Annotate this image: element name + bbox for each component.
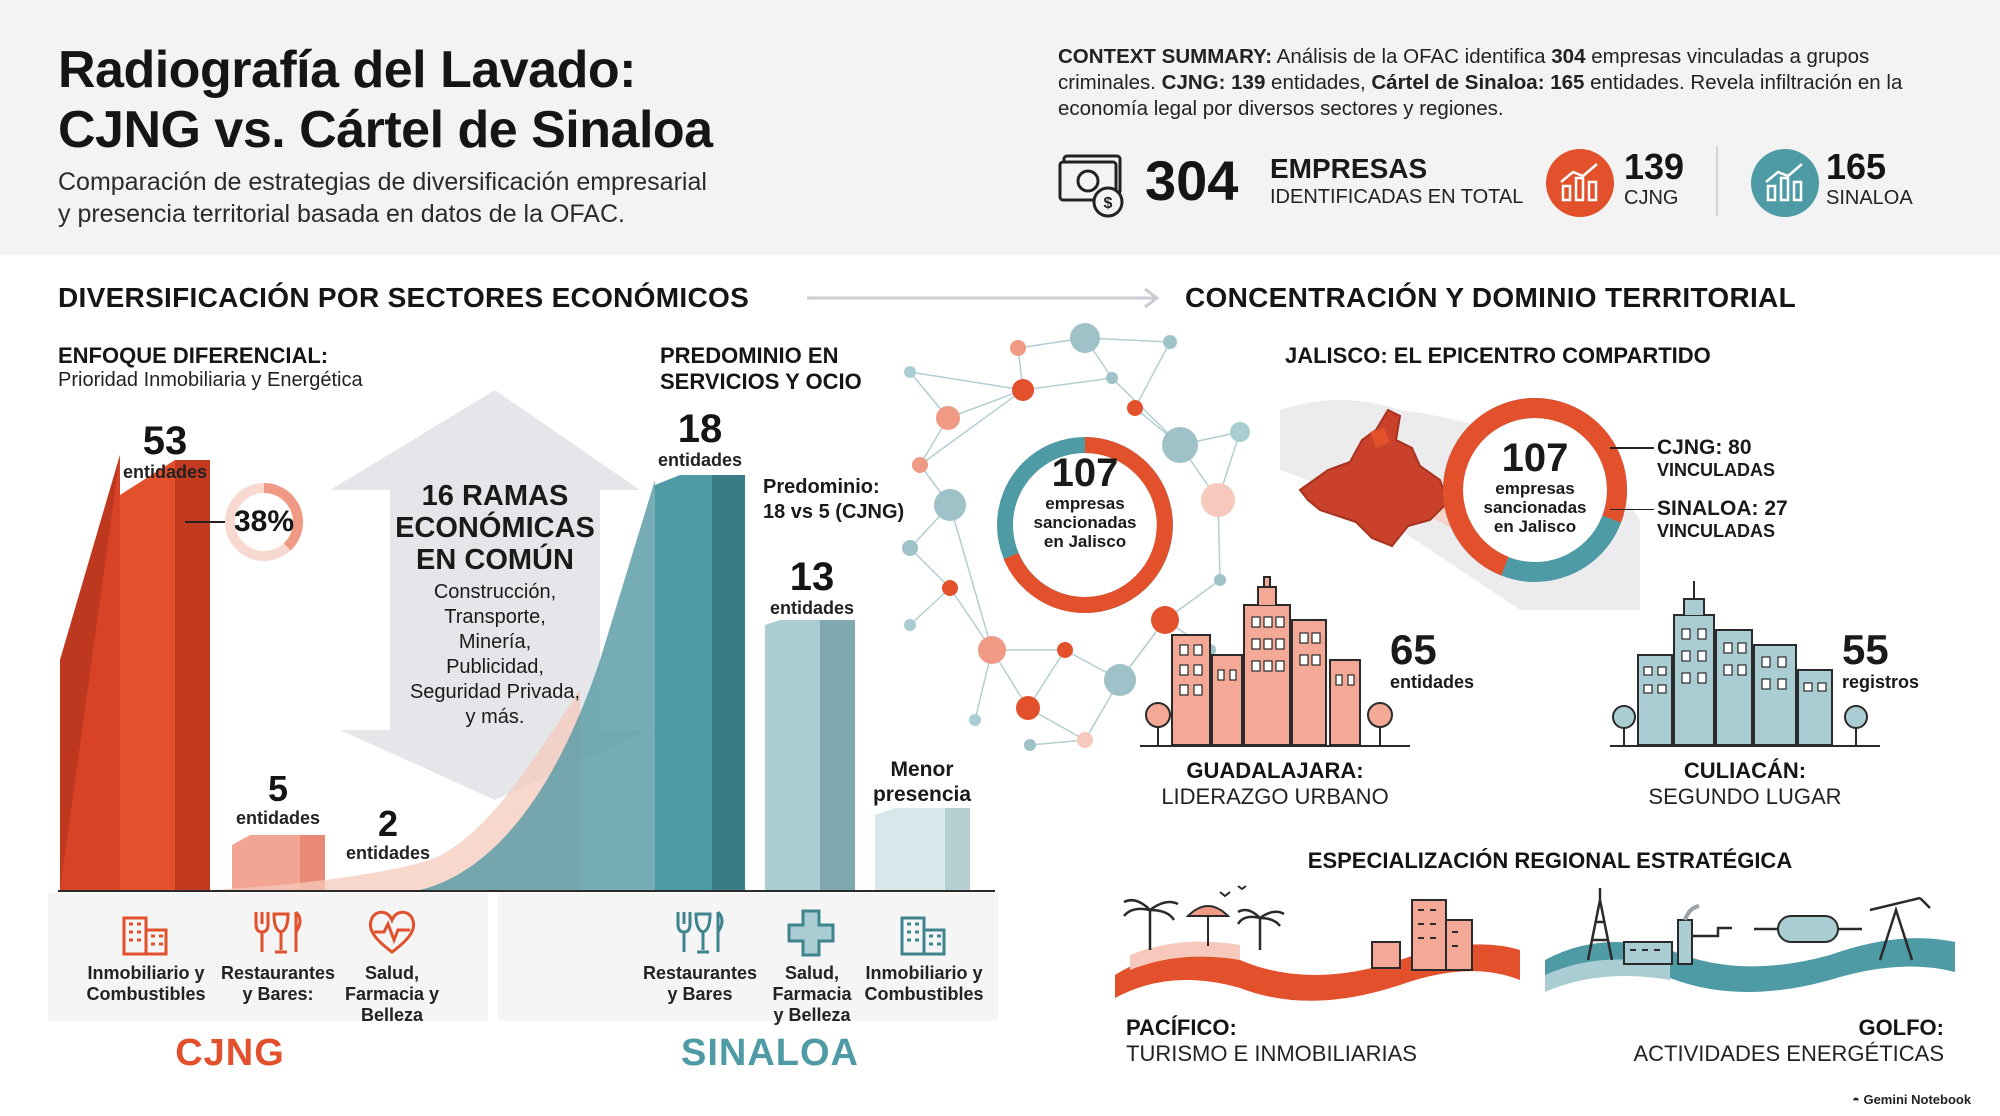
sinaloa-bar-13-label: 13 entidades [769,555,855,618]
cjng-focus-title: ENFOQUE DIFERENCIAL: [58,343,329,368]
gulf-caption: GOLFO: ACTIVIDADES ENERGÉTICAS [1633,1015,1944,1066]
cjng-icon-label-health: Salud, Farmacia y Belleza [344,963,440,1025]
total-sublabel: IDENTIFICADAS EN TOTAL [1270,186,1524,208]
gulf-illustration [1540,880,1960,1010]
guadalajara-caption: GUADALAJARA: LIDERAZGO URBANO [1161,758,1389,809]
network-center-label: 107 empresas sancionadas en Jalisco [1033,451,1137,551]
guadalajara-stat: 65 entidades [1390,626,1475,692]
sparkle-icon: ◓ [1852,1092,1864,1107]
culiacan-caption: CULIACÁN: SEGUNDO LUGAR [1648,758,1842,809]
sinaloa-bar-menor-label: Menor presencia [872,758,972,806]
culiacan-stat: 55 registros [1842,626,1920,692]
stat-divider [1716,146,1718,216]
cjng-total: 139 [1624,146,1685,187]
building-icon [120,908,172,956]
context-summary: CONTEXT SUMMARY: Análisis de la OFAC identifica 304 empresas vinculadas a grupos criminales. CJNG: 139 entidades, Cártel de Sinaloa: 165 entidades. Revela infiltración en la economía legal por diversos sectores y regiones. [1058,45,1903,120]
sinaloa-bar-18-label: 18 entidades [657,407,743,470]
sinaloa-icon-label-health: Salud, Farmacia y Belleza [772,963,852,1025]
sinaloa-total: 165 [1826,146,1887,187]
territory-section-title: CONCENTRACIÓN Y DOMINIO TERRITORIAL [1185,282,1796,313]
money-icon [1058,150,1130,220]
cjng-focus-text: Prioridad Inmobiliaria y Energética [58,369,363,391]
guadalajara-skyline [1140,575,1410,750]
pacific-caption: PACÍFICO: TURISMO E INMOBILIARIAS [1126,1015,1417,1066]
regional-title: ESPECIALIZACIÓN REGIONAL ESTRATÉGICA [1307,848,1793,873]
cjng-total-label: CJNG [1624,187,1679,209]
sinaloa-predominio: Predominio: 18 vs 5 (CJNG) [763,476,905,523]
sinaloa-total-label: SINALOA [1826,187,1913,209]
page-subtitle: Comparación de estrategias de diversificación empresarial y presencia territorial basada en datos de la OFAC. [58,168,707,228]
jalisco-cjng-label: CJNG: 80 VINCULADAS [1657,436,1776,480]
cutlery-icon [672,908,728,956]
cjng-bar-2-label: 2 entidades [345,803,431,863]
cjng-name: CJNG [175,1032,285,1074]
total-number: 304 [1145,149,1239,212]
svg-text:$: $ [1103,195,1113,212]
sinaloa-icon-label-real-estate: Inmobiliario y Combustibles [864,963,984,1004]
sinaloa-icon-label-restaurants: Restaurantes y Bares [642,963,758,1004]
donut-leaders [1610,440,1660,510]
cjng-icon-label-restaurants: Restaurantes y Bares: [220,963,336,1004]
page-title: Radiografía del Lavado: CJNG vs. Cártel de Sinaloa [58,41,713,159]
heart-pulse-icon [366,908,418,954]
cjng-chart-icon [1545,148,1615,218]
jalisco-donut-label: 107 empresas sancionadas en Jalisco [1483,436,1587,536]
footer-brand: ◓ Gemini Notebook [1852,1092,1972,1107]
common-sectors: 16 RAMAS ECONÓMICAS EN COMÚN Construcción, Transporte, Minería, Publicidad, Seguridad Privada, y más. [395,480,595,728]
building-icon [898,908,950,956]
cjng-bar-5-label: 5 entidades [235,768,321,828]
culiacan-skyline [1610,575,1880,750]
cutlery-icon [250,908,306,956]
cjng-icon-label-real-estate: Inmobiliario y Combustibles [86,963,206,1004]
sinaloa-name: SINALOA [681,1032,859,1074]
cjng-bar-53-label: 53 entidades [122,419,208,482]
cjng-percent: 38% [233,505,295,538]
pacific-illustration [1110,880,1530,1010]
sinaloa-chart-icon [1750,148,1820,218]
jalisco-title: JALISCO: EL EPICENTRO COMPARTIDO [1285,343,1711,368]
sectors-section-title: DIVERSIFICACIÓN POR SECTORES ECONÓMICOS [58,282,750,313]
section-arrow [805,286,1170,310]
jalisco-sinaloa-label: SINALOA: 27 VINCULADAS [1657,497,1788,541]
medical-cross-icon [786,908,836,958]
total-label: EMPRESAS [1270,153,1428,184]
sinaloa-focus-title: PREDOMINIO EN SERVICIOS Y OCIO [660,343,862,394]
